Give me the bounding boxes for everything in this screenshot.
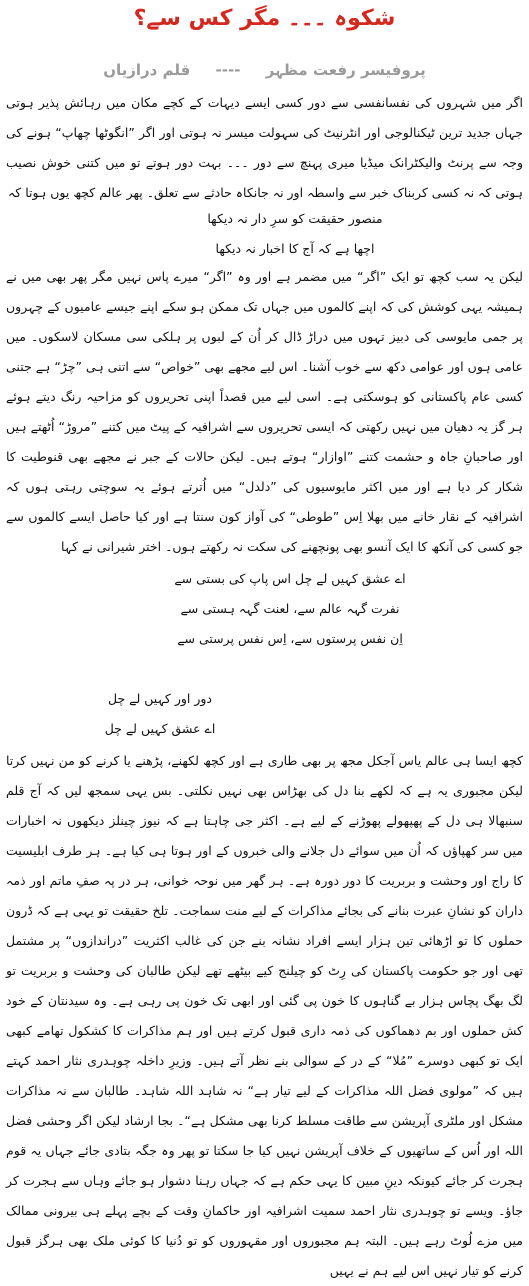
paragraph-2: لیکن یہ سب کچھ تو ایک ”اگر“ میں مضمر ہے اور وہ ”اگر“ میرے پاس نہیں مگر پھر بھی میں نے ہمیشہ یہی کوشش کی کہ اپنے کالموں میں جہاں تک ممکن ہو سکے اپنے جیسے عامیوں کے چہروں پر جمی مایوسی کی دبیز تہوں میں دراڑ ڈال کر اُن کے لبوں پر ہلکی سی مسکان لاسکوں۔ میں عامی ہوں اور عوامی دکھ سے خوب آشنا۔ اس لیے مجھے بھی ”خواص“ سے اتنی ہی ”چڑ“ ہے جتنی کسی عام پاکستانی کو ہوسکتی ہے۔ اسی لیے میں قصداً اپنی تحریروں کو مزاحیہ رنگ دیتے ہوئے ہر گز یہ دھیان میں نہیں رکھتی کہ ایسی تحریروں سے اشرافیہ کے پیٹ میں کتنے ”مروڑ“ اُٹھتے ہیں اور صاحبانِ جاہ و حشمت کتنے ”اوازار“ ہوتے ہیں۔ لیکن حالات کے جبر نے مجھے بھی قنوطیت کا شکار کر دیا ہے اور میں اکثر مایوسیوں کی ”دلدل“ میں اُترتے ہوئے یہ سوچتی رہتی ہوں کہ اشرافیہ کے نقار خانے میں بھلا اِس ”طوطی“ کی آواز کون سنتا ہے اور کیا حاصل ایسے کالموں سے جو کسی کی آنکھ کا ایک آنسو بھی پونچھنے کی سکت نہ رکھتے ہوں۔ اختر شیرانی نے کہا bbox=[6, 269, 523, 554]
article-title: شکوہ ۔۔۔ مگر کس سے؟ bbox=[133, 6, 396, 31]
paragraph-3: کچھ ایسا ہی عالم یاس آجکل مجھ پر بھی طاری ہے اور کچھ لکھنے، پڑھنے یا کرنے کو من نہیں کرتا لیکن مجبوری یہ ہے کہ لکھے بنا دل کی بھڑاس بھی نہیں نکلتی۔ بس یہی سمجھ لیں کہ آج قلم سنبھالا ہی دل کے پھپھولے پھوڑنے کے لیے ہے۔ اکثر جی چاہتا ہے کہ نیوز چینلز دیکھوں نہ اخبارات میں سر کھپاؤں کہ اُن میں سوائے دل جلانے والی خبروں کے اور ہوتا ہی کیا ہے۔ ہر طرف ابلیسیت کا راج اور وحشت و بربریت کا دور دورہ ہے۔ ہر گھر میں نوحہ خوانی، ہر در پہ صفِ ماتم اور ذمہ داران کو نشانِ عبرت بنانے کی بجائے مذاکرات کے لیے منت سماجت۔ تلخ حقیقت تو یہی ہے کہ ڈرون حملوں کا تو اڑھائی تین ہزار ایسے افراد نشانہ بنے جن کی غالب اکثریت ”دراندازوں“ پر مشتمل تھی اور جو حکومت پاکستان کی رِٹ کو چیلنج کیے بیٹھے تھے لیکن طالبان کی وحشت و بربریت تو لگ بھگ پچاس ہزار بے گناہوں کا خون پی گئی اور ابھی تک خون پی رہی ہے۔ وہ سیدنتان کے خود کش حملوں اور بم دھماکوں کی ذمہ داری قبول کرتے ہیں اور ہم مذاکرات کا کشکول تھامے کبھی ایک تو کبھی دوسرے ”مُلا“ کے در کے سوالی بنے نظر آتے ہیں۔ وزیرِ داخلہ چوہدری نثار احمد کہتے ہیں کہ ”مولوی فضل اللہ مذاکرات کے لیے تیار ہے“ نہ شاہد اللہ شاہد۔ طالبان سے نہ مذاکرات مشکل اور ملٹری آپریشن سے طاقت مسلط کرنا بھی مشکل ہے“۔ بجا ارشاد لیکن اگر وحشی فضل اللہ اور اُس کے ساتھیوں کے خلاف آپریشن نہیں کیا جا سکتا تو پھر وہ جگہ بتادی جائے جہاں یہ قوم ہجرت کر جائے کیونکہ دینِ مبین کا یہی حکم ہے کہ جہاں رہنا دشوار ہو جائے وہاں سے ہجرت کر جاؤ۔ ویسے تو چوہدری نثار احمد سمیت اشرافیہ اور حاکمانِ وقت کے بچے پہلے ہی بیرونی ممالک میں مزے لُوٹ رہے ہیں۔ البتہ ہم مجبوروں اور مقہوروں کو تو دُنیا کا کوئی ملک بھی ہرگز قبول کرنے کو تیار نہیں اس لیے ہم نے یہیں bbox=[6, 753, 523, 1278]
paragraph-1: اگر میں شہروں کی نفسانفسی سے دور کسی ایسے دیہات کے کچے مکان میں رہائش پذیر ہوتی جہاں جدید ترین ٹیکنالوجی اور انٹرنیٹ کی سہولت میسر نہ ہوتی اور اگر ”انگوٹھا چھاپ“ ہونے کی وجہ سے پرنٹ والیکٹرانک میڈیا میری پہنچ سے دور ۔۔۔ بہت دور ہوتے تو میں کتنی خوش نصیب ہوتی کہ نہ کسی کربناک خبر سے واسطہ اور نہ جانکاہ حادثے سے تعلق۔ پھر عالم کچھ یوں ہوتا کہ bbox=[6, 95, 523, 200]
column-name: قلم درازیاں bbox=[103, 61, 191, 79]
poem-2-line-1: دور اور کہیں لے چل bbox=[108, 691, 212, 706]
couplet-line-1: منصور حقیقت کو سرِ دار نہ دیکھا bbox=[207, 211, 383, 226]
poem-line-2: نفرت گہہ عالم سے، لعنت گہہ ہستی سے bbox=[180, 601, 400, 616]
couplet-line-2: اچھا ہے کہ آج کا اخبار نہ دیکھا bbox=[215, 241, 375, 256]
byline bbox=[0, 58, 529, 82]
poem-line-1: اے عشق کہیں لے چل اس پاپ کی بستی سے bbox=[174, 571, 406, 586]
poem-2-line-2: اے عشق کہیں لے چل bbox=[104, 721, 216, 736]
author-name: پروفیسر رفعت مظہر bbox=[265, 61, 426, 79]
poem-line-3: اِن نفس پرستوں سے، اِس نفس پرستی سے bbox=[177, 631, 403, 646]
byline-separator: ---- bbox=[215, 61, 241, 79]
